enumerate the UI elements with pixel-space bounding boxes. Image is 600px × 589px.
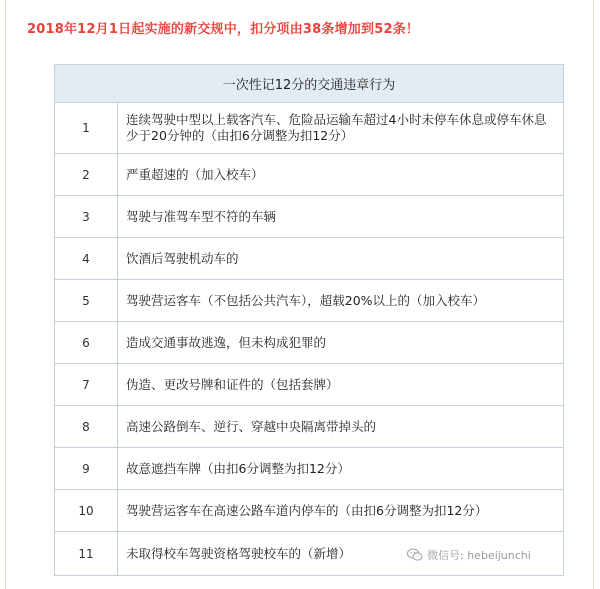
table-row [55, 406, 564, 448]
table-row [55, 364, 564, 406]
headline: 2018年12月1日起实施的新交规中，扣分项由38条增加到52条！ [27, 22, 420, 37]
row-description: 故意遮挡车牌（由扣6分调整为扣12分） [118, 448, 564, 490]
watermark-text: 微信号: hebeijunchi [427, 549, 531, 562]
row-number: 10 [55, 490, 118, 532]
row-number: 9 [55, 448, 118, 490]
watermark [407, 547, 531, 563]
table-row [55, 154, 564, 196]
row-description: 驾驶营运客车在高速公路车道内停车的（由扣6分调整为扣12分） [118, 490, 564, 532]
row-description: 高速公路倒车、逆行、穿越中央隔离带掉头的 [118, 406, 564, 448]
row-number: 5 [55, 280, 118, 322]
row-description: 连续驾驶中型以上载客汽车、危险品运输车超过4小时未停车休息或停车休息少于20分钟的（由扣6分调整为扣12分） [118, 103, 564, 154]
rules-table [54, 64, 564, 576]
row-description: 驾驶与准驾车型不符的车辆 [118, 196, 564, 238]
row-number: 11 [55, 532, 118, 576]
row-description: 驾驶营运客车（不包括公共汽车），超载20%以上的（加入校车） [118, 280, 564, 322]
row-number: 3 [55, 196, 118, 238]
row-description: 造成交通事故逃逸，但未构成犯罪的 [118, 322, 564, 364]
row-number: 4 [55, 238, 118, 280]
table-row [55, 103, 564, 154]
table-row [55, 280, 564, 322]
wechat-icon [407, 548, 423, 562]
row-number: 2 [55, 154, 118, 196]
table-row [55, 196, 564, 238]
table-row [55, 448, 564, 490]
table-row [55, 490, 564, 532]
row-description: 伪造、更改号牌和证件的（包括套牌） [118, 364, 564, 406]
row-description: 未取得校车驾驶资格驾驶校车的（新增） [118, 532, 564, 576]
table-header: 一次性记12分的交通违章行为 [55, 65, 564, 103]
row-description: 饮酒后驾驶机动车的 [118, 238, 564, 280]
row-description: 严重超速的（加入校车） [118, 154, 564, 196]
row-number: 1 [55, 103, 118, 154]
table-row [55, 322, 564, 364]
row-number: 8 [55, 406, 118, 448]
table-row [55, 238, 564, 280]
row-number: 6 [55, 322, 118, 364]
row-number: 7 [55, 364, 118, 406]
